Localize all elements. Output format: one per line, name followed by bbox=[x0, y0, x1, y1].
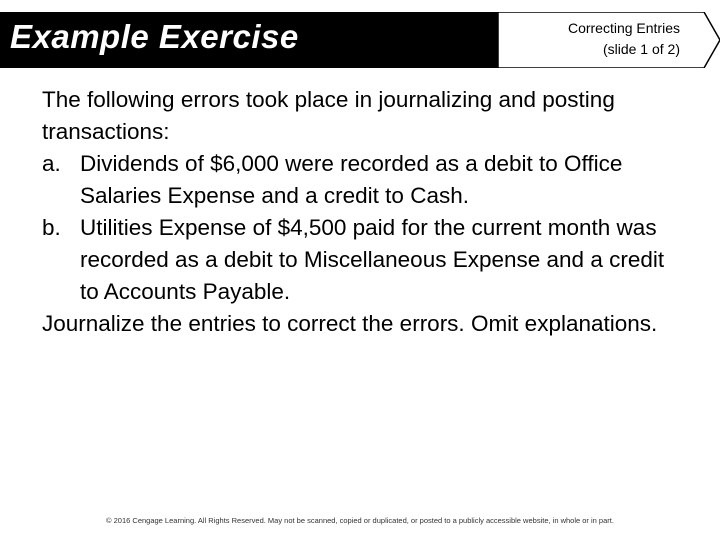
slide-topic bbox=[568, 18, 680, 60]
page-title: Example Exercise bbox=[10, 18, 299, 55]
error-item-a bbox=[42, 148, 682, 212]
item-text-a: Dividends of $6,000 were recorded as a debit to Office Salaries Expense and a credit to Cash. bbox=[80, 151, 623, 208]
item-text-b: Utilities Expense of $4,500 paid for the current month was recorded as a debit to Miscellaneous Expense and a credit to Accounts Payable. bbox=[80, 215, 665, 304]
slide-counter: (slide 1 of 2) bbox=[602, 41, 680, 57]
topic-title: Correcting Entries bbox=[567, 20, 680, 36]
error-item-b bbox=[42, 212, 682, 308]
item-letter-a: a. bbox=[42, 151, 61, 176]
copyright-footer: © 2016 Cengage Learning. All Rights Reserved. May not be scanned, copied or duplicated, or posted to a publicly accessible website, in whole or in part. bbox=[106, 516, 614, 525]
instruction-paragraph: Journalize the entries to correct the errors. Omit explanations. bbox=[42, 311, 658, 336]
item-letter-b: b. bbox=[42, 215, 61, 240]
title-banner bbox=[0, 12, 720, 68]
exercise-body bbox=[42, 84, 682, 340]
intro-paragraph: The following errors took place in journalizing and posting transactions: bbox=[42, 87, 615, 144]
